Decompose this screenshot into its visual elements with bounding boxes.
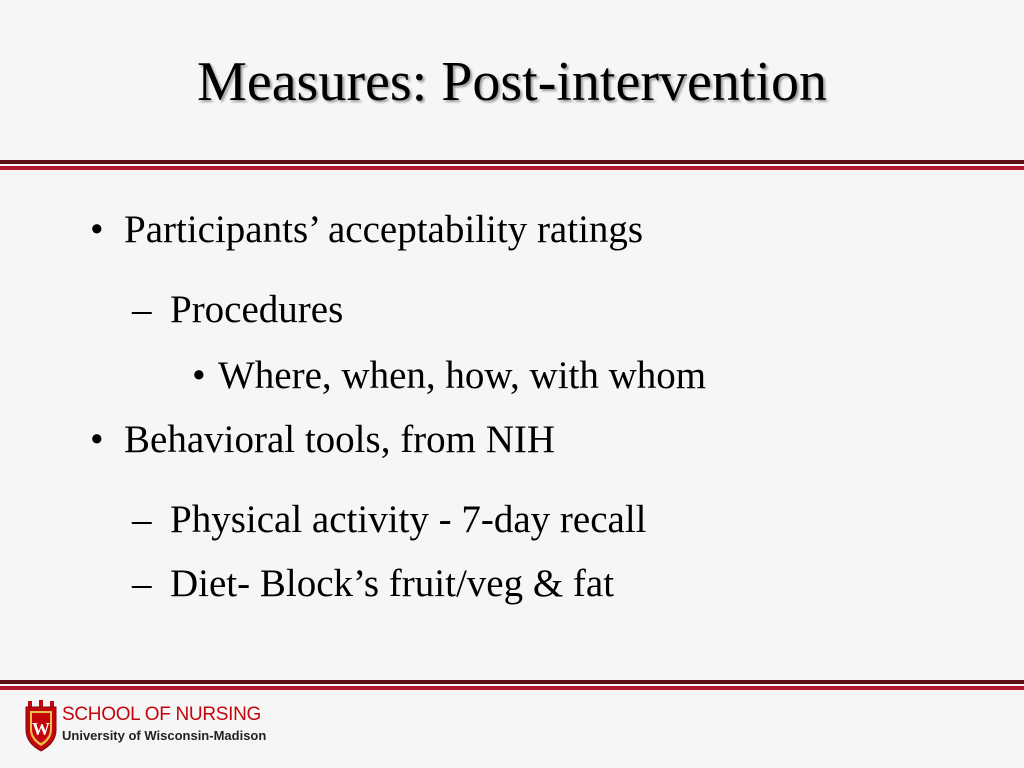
slide-title: Measures: Post-intervention: [197, 51, 827, 113]
bullet-item: [90, 416, 555, 464]
top-divider: [0, 160, 1024, 170]
university-crest-icon: [24, 700, 58, 752]
bullet-text: Diet- Block’s fruit/veg & fat: [170, 562, 615, 605]
university-name: University of Wisconsin-Madison: [62, 728, 267, 743]
bullet-marker: •: [90, 208, 104, 251]
dash-marker: –: [132, 562, 152, 605]
sub-sub-bullet-item: [192, 352, 706, 400]
bullet-marker: •: [192, 354, 206, 397]
dash-marker: –: [132, 288, 152, 331]
svg-text:W: W: [32, 719, 50, 739]
bullet-text: Participants’ acceptability ratings: [124, 208, 644, 251]
bullet-item: [90, 206, 643, 254]
bullet-marker: •: [90, 418, 104, 461]
sub-bullet-item: [132, 560, 614, 608]
school-name: SCHOOL OF NURSING: [62, 704, 261, 725]
bullet-text: Physical activity - 7-day recall: [170, 498, 647, 541]
bottom-divider: [0, 680, 1024, 690]
dash-marker: –: [132, 498, 152, 541]
sub-bullet-item: [132, 496, 647, 544]
bullet-text: Where, when, how, with whom: [218, 354, 707, 397]
sub-bullet-item: [132, 286, 343, 334]
bullet-text: Behavioral tools, from NIH: [124, 418, 556, 461]
bullet-text: Procedures: [170, 288, 344, 331]
school-logo: [24, 700, 324, 752]
